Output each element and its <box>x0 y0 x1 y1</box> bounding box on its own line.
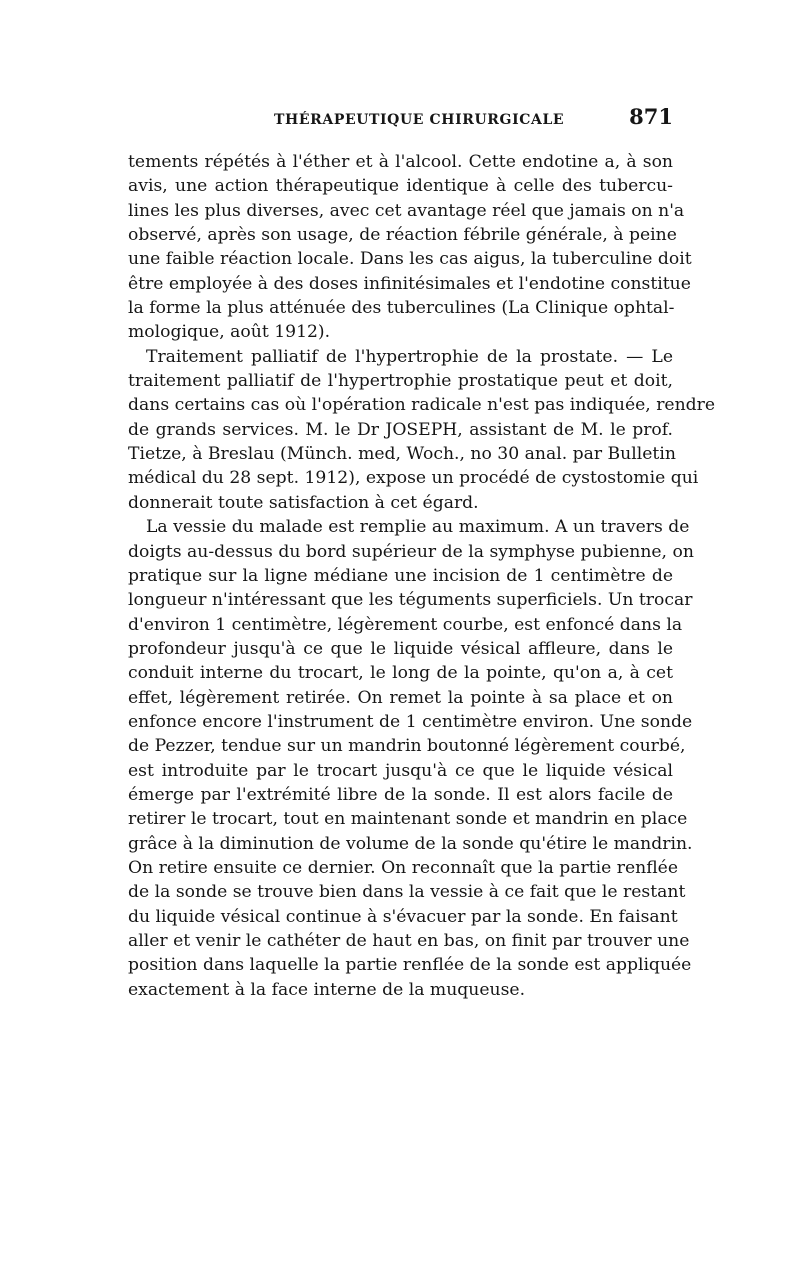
text-line: grâce à la diminution de volume de la sonde qu'étire le mandrin. <box>128 833 693 854</box>
text-line: Traitement palliatif de l'hypertrophie de la prostate. — Le <box>146 346 673 367</box>
text-line: aller et venir le cathéter de haut en bas, on finit par trouver une <box>128 931 690 951</box>
text-line: traitement palliatif de l'hypertrophie prostatique peut et doit, <box>128 371 673 392</box>
text-line: conduit interne du trocart, le long de la pointe, qu'on a, à cet <box>128 663 673 684</box>
text-line: de grands services. M. le Dr JOSEPH, assistant de M. le prof. <box>128 419 673 440</box>
text-line: d'environ 1 centimètre, légèrement courbe, est enfoncé dans la <box>128 614 683 635</box>
text-line: du liquide vésical continue à s'évacuer par la sonde. En faisant <box>128 906 678 927</box>
text-line: dans certains cas où l'opération radicale n'est pas indiquée, rendre <box>128 395 716 416</box>
text-line: lines les plus diverses, avec cet avantage réel que jamais on n'a <box>128 200 685 221</box>
text-line: émerge par l'extrémité libre de la sonde. Il est alors facile de <box>128 784 673 805</box>
text-line: doigts au-dessus du bord supérieur de la symphyse pubienne, on <box>128 541 694 562</box>
text-line: Tietze, à Breslau (Münch. med, Woch., no 30 anal. par Bulletin <box>128 444 676 465</box>
text-line: observé, après son usage, de réaction fébrile générale, à peine <box>128 225 677 246</box>
running-head <box>128 104 673 138</box>
text-line: avis, une action thérapeutique identique à celle des tubercu- <box>128 176 673 197</box>
running-title: THÉRAPEUTIQUE CHIRURGICALE <box>274 112 565 128</box>
text-line: longueur n'intéressant que les téguments superficiels. Un trocar <box>128 590 693 611</box>
page-number: 871 <box>629 104 673 129</box>
text-line: être employée à des doses infinitésimales et l'endotine constitue <box>128 273 691 294</box>
text-line: tements répétés à l'éther et à l'alcool. Cette endotine a, à son <box>128 152 673 172</box>
text-line: On retire ensuite ce dernier. On reconnaît que la partie renflée <box>128 857 678 878</box>
text-line: mologique, août 1912). <box>128 322 331 343</box>
body-text <box>128 150 716 1002</box>
text-line: médical du 28 sept. 1912), expose un procédé de cystostomie qui <box>128 468 699 489</box>
text-line: pratique sur la ligne médiane une incision de 1 centimètre de <box>128 565 673 586</box>
text-line: est introduite par le trocart jusqu'à ce que le liquide vésical <box>128 760 673 781</box>
text-line: La vessie du malade est remplie au maximum. A un travers de <box>146 517 690 538</box>
text-line: enfonce encore l'instrument de 1 centimètre environ. Une sonde <box>128 711 693 732</box>
text-line: donnerait toute satisfaction à cet égard. <box>128 492 479 513</box>
text-line: exactement à la face interne de la muqueuse. <box>128 979 526 1000</box>
text-line: de Pezzer, tendue sur un mandrin boutonné légèrement courbé, <box>128 736 686 757</box>
text-line: la forme la plus atténuée des tuberculines (La Clinique ophtal- <box>128 298 675 319</box>
text-line: de la sonde se trouve bien dans la vessie à ce fait que le restant <box>128 882 686 903</box>
text-line: retirer le trocart, tout en maintenant sonde et mandrin en place <box>128 809 688 830</box>
text-line: profondeur jusqu'à ce que le liquide vésical affleure, dans le <box>128 638 673 659</box>
text-line: position dans laquelle la partie renflée de la sonde est appliquée <box>128 955 692 976</box>
text-line: effet, légèrement retirée. On remet la pointe à sa place et on <box>128 687 673 708</box>
text-line: une faible réaction locale. Dans les cas aigus, la tuberculine doit <box>128 249 692 270</box>
